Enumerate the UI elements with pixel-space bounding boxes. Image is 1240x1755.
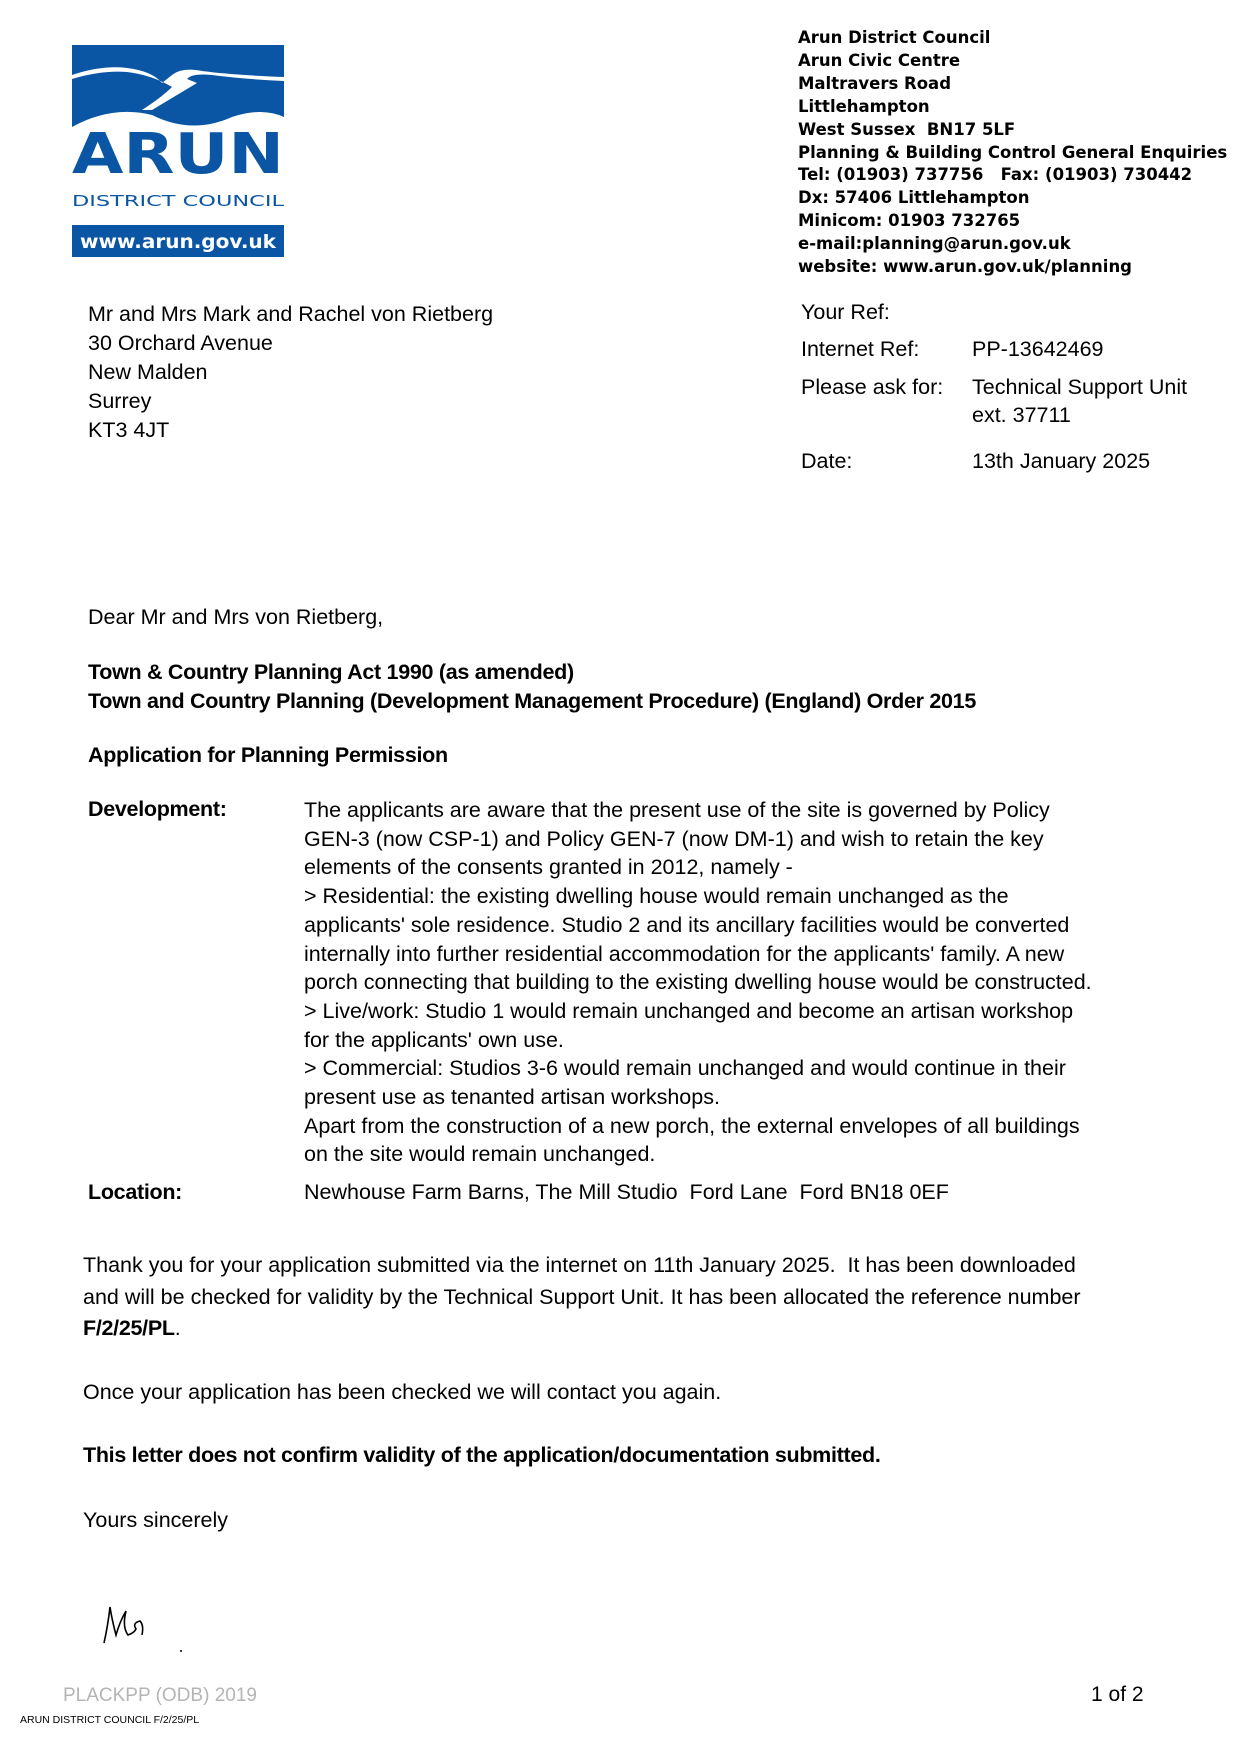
development-line: > Live/work: Studio 1 would remain unchanged and become an artisan workshop: [304, 998, 1074, 1023]
location-value: Newhouse Farm Barns, The Mill Studio Ford Lane Ford BN18 0EF: [304, 1180, 949, 1204]
development-line: elements of the consents granted in 2012, namely -: [304, 855, 793, 880]
date-label: Date:: [801, 449, 853, 473]
development-line: > Residential: the existing dwelling house would remain unchanged as the: [304, 884, 1009, 909]
development-description: [304, 796, 1092, 1169]
sender-line: Tel: (01903) 737756 Fax: (01903) 730442: [798, 165, 1193, 185]
development-line: present use as tenanted artisan workshops.: [304, 1085, 720, 1110]
body-line: and will be checked for validity by the Technical Support Unit. It has been allocated the reference number: [83, 1284, 1081, 1309]
signature: [96, 1585, 186, 1655]
sender-email: e-mail:planning@arun.gov.uk: [798, 234, 1071, 254]
svg-text:www.arun.gov.uk: www.arun.gov.uk: [80, 231, 277, 253]
period: .: [174, 1316, 181, 1340]
recipient-line: KT3 4JT: [88, 418, 170, 442]
body-line: Thank you for your application submitted via the internet on 11th January 2025. It has been downloaded: [83, 1253, 1076, 1277]
development-line: GEN-3 (now CSP-1) and Policy GEN-7 (now DM-1) and wish to retain the key: [304, 826, 1044, 851]
development-line: Apart from the construction of a new porch, the external envelopes of all buildings: [304, 1113, 1080, 1138]
footer-code: PLACKPP (ODB) 2019: [63, 1685, 257, 1706]
development-line: on the site would remain unchanged.: [304, 1142, 656, 1167]
internet-ref-value: PP-13642469: [972, 337, 1104, 361]
sender-address: [798, 27, 1227, 279]
sender-line: Minicom: 01903 732765: [798, 211, 1021, 231]
ask-for-ext: ext. 37711: [972, 403, 1071, 427]
page-number: 1 of 2: [1091, 1683, 1144, 1706]
sender-website: website: www.arun.gov.uk/planning: [798, 257, 1132, 277]
your-ref-label: Your Ref:: [801, 300, 890, 324]
recipient-address: [88, 300, 493, 445]
disclaimer: This letter does not confirm validity of the application/documentation submitted.: [83, 1443, 881, 1467]
sender-line: Maltravers Road: [798, 73, 952, 93]
development-line: applicants' sole residence. Studio 2 and its ancillary facilities would be converted: [304, 912, 1070, 937]
recipient-line: New Malden: [88, 360, 208, 384]
development-line: > Commercial: Studios 3-6 would remain unchanged and would continue in their: [304, 1056, 1066, 1081]
recipient-line: 30 Orchard Avenue: [88, 331, 273, 355]
sender-line: Dx: 57406 Littlehampton: [798, 188, 1030, 208]
reference-number: F/2/25/PL: [83, 1316, 175, 1340]
heading-order: Town and Country Planning (Development Management Procedure) (England) Order 2015: [88, 689, 976, 713]
recipient-line: Surrey: [88, 389, 152, 413]
date-value: 13th January 2025: [972, 449, 1151, 473]
closing: Yours sincerely: [83, 1508, 228, 1532]
internet-ref-label: Internet Ref:: [801, 337, 920, 361]
development-line: internally into further residential accommodation for the applicants' family. A new: [304, 941, 1065, 966]
sender-line: Littlehampton: [798, 96, 930, 116]
development-label: Development:: [88, 797, 227, 821]
development-line: for the applicants' own use.: [304, 1027, 564, 1052]
sender-line: West Sussex BN17 5LF: [798, 119, 1016, 139]
heading-act: Town & Country Planning Act 1990 (as amended): [88, 660, 574, 684]
contact-again-text: Once your application has been checked we will contact you again.: [83, 1380, 722, 1404]
salutation: Dear Mr and Mrs von Rietberg,: [88, 605, 384, 629]
svg-text:DISTRICT COUNCIL: DISTRICT COUNCIL: [72, 192, 284, 210]
location-label: Location:: [88, 1180, 183, 1204]
development-line: The applicants are aware that the present use of the site is governed by Policy: [304, 798, 1050, 822]
arun-logo: [72, 45, 284, 257]
ask-for-value: Technical Support Unit: [972, 375, 1188, 399]
sender-line: Arun Civic Centre: [798, 50, 961, 70]
acknowledgement-paragraph: [83, 1250, 1081, 1345]
recipient-line: Mr and Mrs Mark and Rachel von Rietberg: [88, 302, 494, 326]
ask-for-label: Please ask for:: [801, 375, 944, 399]
application-title: Application for Planning Permission: [88, 743, 448, 767]
sender-line: Arun District Council: [798, 28, 991, 47]
development-line: porch connecting that building to the existing dwelling house would be constructed.: [304, 970, 1092, 995]
sender-line: Planning & Building Control General Enquiries: [798, 142, 1228, 162]
svg-text:ARUN: ARUN: [72, 122, 284, 187]
footer-stamp: ARUN DISTRICT COUNCIL F/2/25/PL: [20, 1714, 200, 1726]
